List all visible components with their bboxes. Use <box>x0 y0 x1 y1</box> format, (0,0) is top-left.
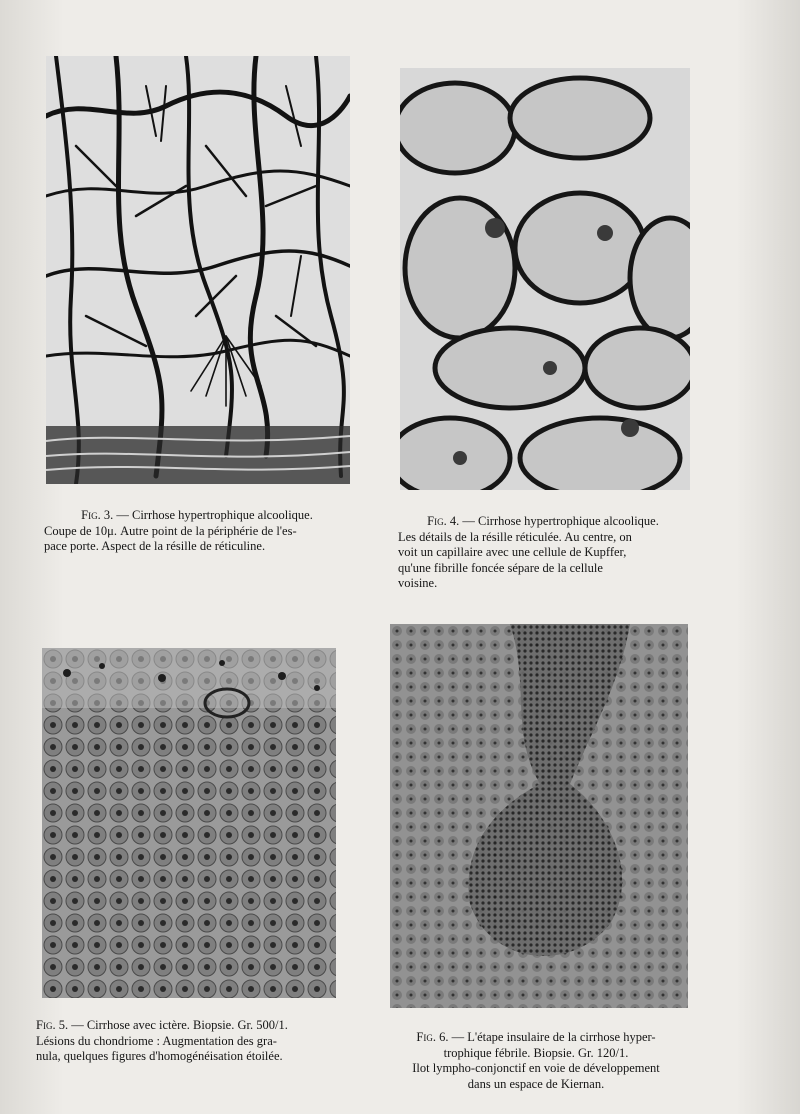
figure-4-label: Fig. 4. <box>427 514 460 528</box>
figure-3-label: Fig. 3. <box>81 508 114 522</box>
figure-6-caption-line-2: trophique fébrile. Biopsie. Gr. 120/1. <box>443 1045 629 1060</box>
figure-5-caption-line-1: Fig. 5. — Cirrhose avec ictère. Biopsie. Gr. 500/1. <box>36 1018 288 1032</box>
figure-4-caption-line-3: voit un capillaire avec une cellule de Kupffer, <box>398 545 627 559</box>
figure-4-caption-line-1: Fig. 4. — Cirrhose hypertrophique alcoolique. <box>427 514 659 528</box>
figure-6-caption-line-4: dans un espace de Kiernan. <box>467 1076 605 1091</box>
figure-5-caption-line-3: nula, quelques figures d'homogénéisation étoilée. <box>36 1049 283 1063</box>
figure-6-caption <box>386 1030 686 1092</box>
figure-4-caption-line-4: qu'une fibrille foncée sépare de la cellule <box>398 560 603 575</box>
figure-6-micrograph <box>390 624 688 1008</box>
figure-4-caption-line-5: voisine. <box>398 576 438 590</box>
figure-4-micrograph <box>400 68 690 490</box>
figure-5-label: Fig. 5. <box>36 1018 69 1032</box>
figure-6-caption-line-1: Fig. 6. — L'étape insulaire de la cirrhose hyper- <box>416 1030 656 1044</box>
figure-3-caption-line-3: pace porte. Aspect de la résille de réticuline. <box>44 539 266 553</box>
figure-3-caption-line-2: Coupe de 10μ. Autre point de la périphérie de l'es- <box>44 523 297 538</box>
figure-4-caption-line-2: Les détails de la résille réticulée. Au centre, on <box>398 529 632 544</box>
figure-3-caption <box>44 508 350 555</box>
figure-6-label: Fig. 6. <box>416 1030 449 1044</box>
figure-5-caption-line-2: Lésions du chondriome : Augmentation des gra- <box>36 1033 277 1048</box>
figure-3-caption-line-1: Fig. 3. — Cirrhose hypertrophique alcoolique. <box>81 508 313 522</box>
figure-3-micrograph <box>46 56 350 484</box>
figure-4-caption <box>398 514 688 592</box>
figure-5-caption <box>36 1018 336 1065</box>
figure-6-caption-line-3: Ilot lympho-conjonctif en voie de développement <box>412 1061 660 1075</box>
figure-5-micrograph <box>42 648 336 998</box>
